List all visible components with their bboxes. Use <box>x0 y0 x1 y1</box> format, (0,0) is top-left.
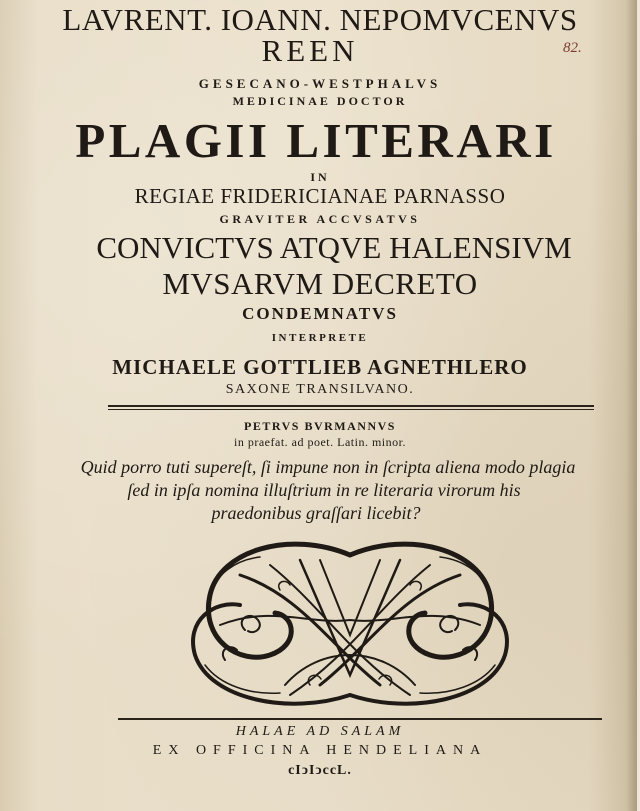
translator-origin: SAXONE TRANSILVANO. <box>225 382 415 397</box>
author-origin: GESECANO-WESTPHALVS <box>198 76 442 91</box>
imprint-printer: EX OFFICINA HENDELIANA <box>152 743 488 758</box>
imprint-year: cIↄIↄccL. <box>288 763 352 778</box>
author-name: LAVRENT. IOANN. NEPOMVCENVS <box>62 2 578 37</box>
title-condemnatus: CONDEMNATVS <box>242 304 398 323</box>
title-parnasso: REGIAE FRIDERICIANAE PARNASSO <box>134 184 506 208</box>
epigraph-source: in praefat. ad poet. Latin. minor. <box>234 435 406 449</box>
divider-rule-top-thin <box>108 409 594 410</box>
author-degree: MEDICINAE DOCTOR <box>232 94 408 108</box>
epigraph-quote-line-1: Quid porro tuti supereſt, ſi impune non in ſcripta aliena modo plagia <box>80 457 576 477</box>
epigraph-author: PETRVS BVRMANNVS <box>244 419 396 433</box>
calligraphic-ornament <box>180 535 520 710</box>
title-convictus: CONVICTVS ATQVE HALENSIVM <box>96 230 572 265</box>
title-connector: IN <box>310 170 330 184</box>
handwritten-annotation: 82. <box>563 40 582 56</box>
author-surname: REEN <box>261 33 359 68</box>
epigraph-quote-line-2: ſed in ipſa nomina illuſtrium in re literaria virorum his <box>127 480 521 500</box>
interprete-label: INTERPRETE <box>271 332 369 344</box>
title-accusatus: GRAVITER ACCVSATVS <box>219 212 421 226</box>
translator-name: MICHAELE GOTTLIEB AGNETHLERO <box>112 355 528 379</box>
divider-rule-bottom <box>118 718 602 720</box>
divider-rule-top <box>108 405 594 407</box>
epigraph-quote-line-3: praedonibus graſſari licebit? <box>211 503 421 523</box>
imprint-place: HALAE AD SALAM <box>235 724 405 739</box>
main-title: PLAGII LITERARI <box>75 113 557 168</box>
title-musarum: MVSARVM DECRETO <box>162 266 478 301</box>
